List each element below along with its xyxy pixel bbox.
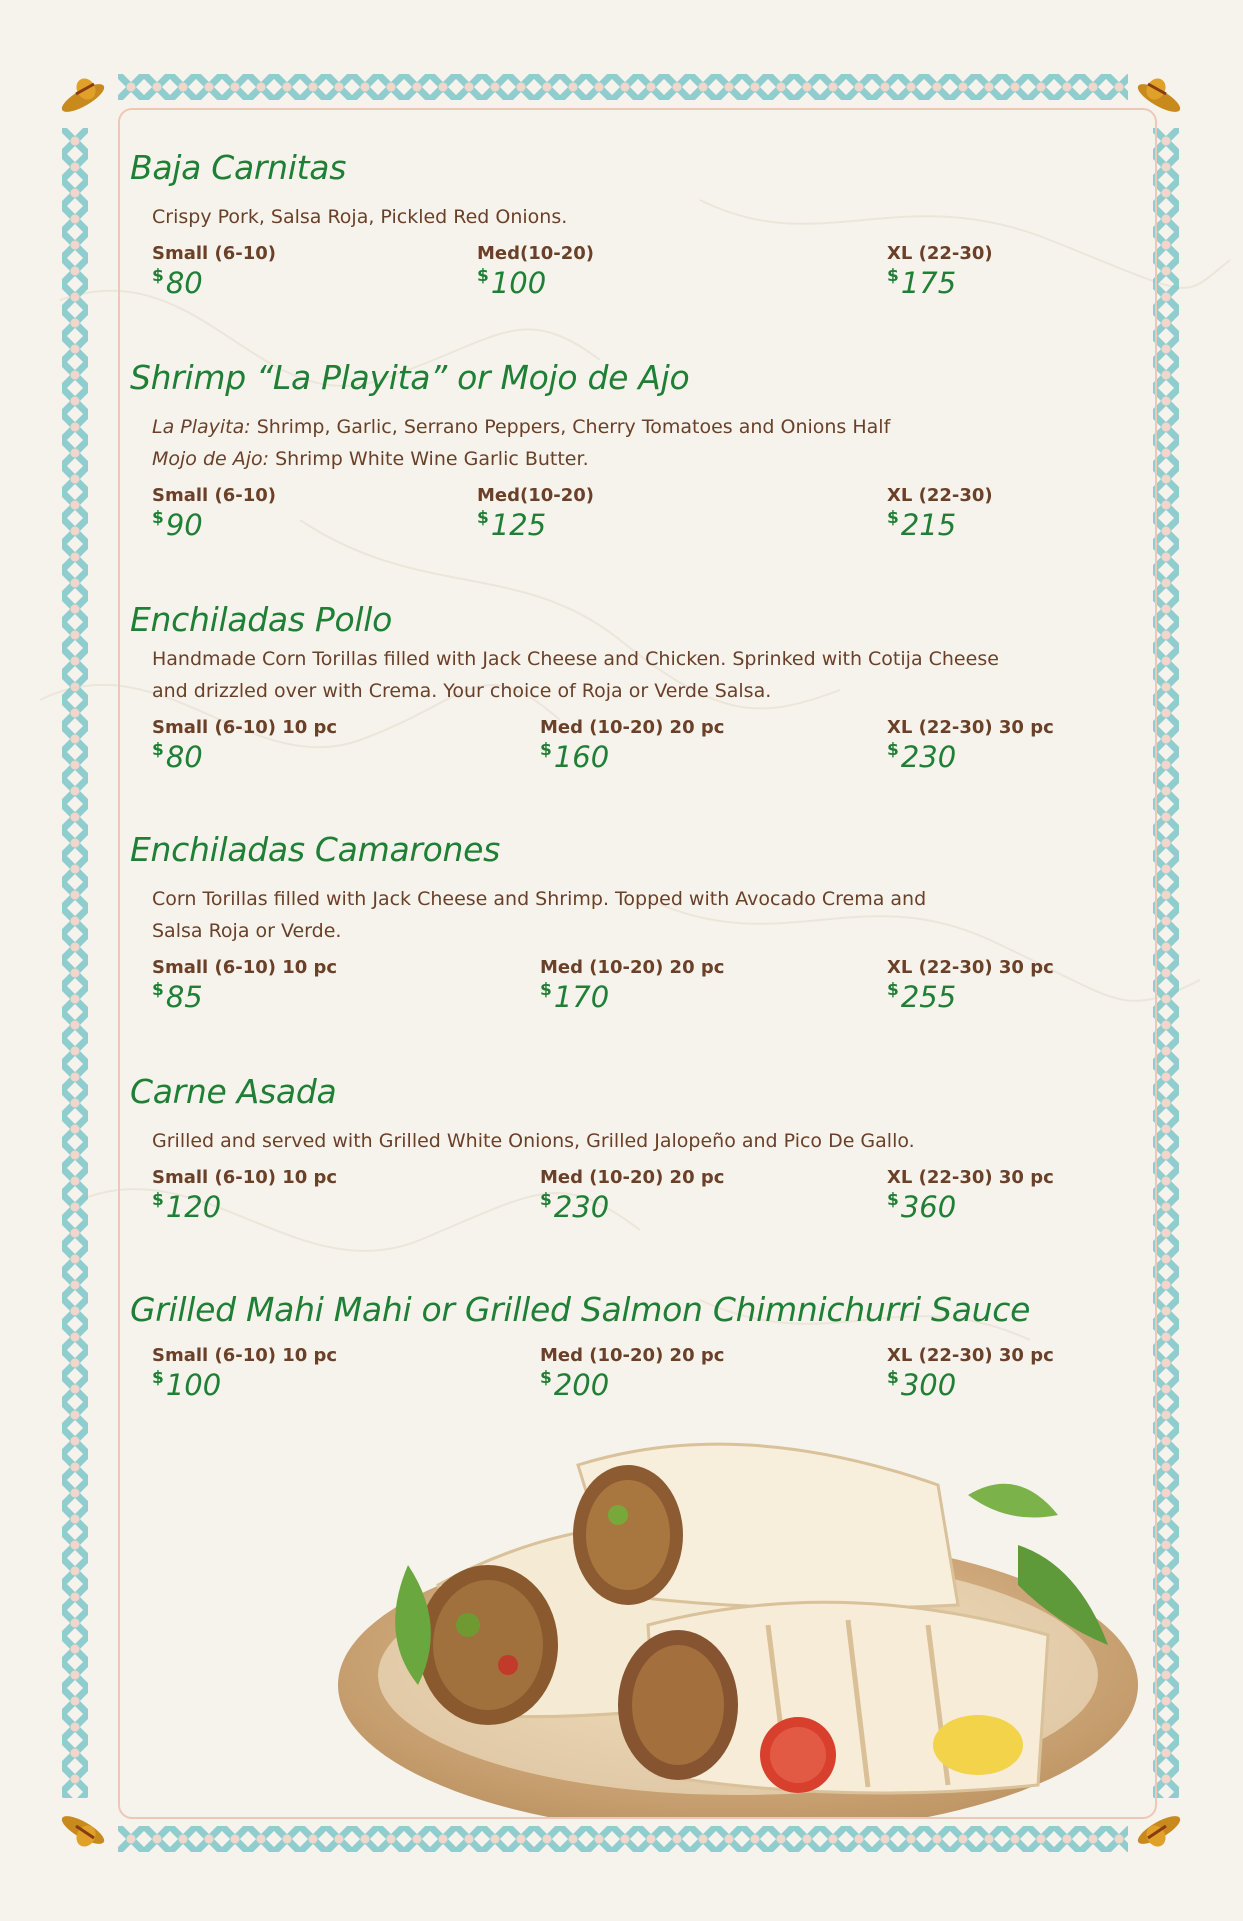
size-label: XL (22-30) 30 pc [887,957,1054,978]
price-value: $230 [540,1190,610,1224]
section-title: Shrimp “La Playita” or Mojo de Ajo [130,358,690,397]
price-tier-xl [887,485,993,542]
price-value: $170 [540,980,610,1014]
menu-section [130,1072,1130,1237]
size-label: Med (10-20) 20 pc [540,1167,725,1188]
section-description [152,883,1130,947]
price-value: $125 [477,508,547,542]
price-row [130,243,1130,313]
price-row [130,717,1130,787]
menu-section [130,148,1130,313]
description-line: La Playita: Shrimp, Garlic, Serrano Peppers, Cherry Tomatoes and Onions Half [152,416,891,438]
section-description [152,411,1130,475]
size-label: Med (10-20) 20 pc [540,1345,725,1366]
section-description [152,1125,1130,1157]
price-value: $85 [152,980,203,1014]
price-tier-med [477,485,594,542]
burrito-plate-image [318,1425,1144,1817]
price-value: $80 [152,740,203,774]
description-line: Crispy Pork, Salsa Roja, Pickled Red Onions. [152,206,568,228]
price-tier-small [152,717,337,774]
border-right [1153,128,1179,1798]
size-label: Small (6-10) [152,485,276,506]
price-value: $300 [887,1368,957,1402]
price-value: $80 [152,266,203,300]
price-value: $100 [152,1368,222,1402]
description-line: Grilled and served with Grilled White Onions, Grilled Jalopeño and Pico De Gallo. [152,1130,915,1152]
price-row [130,1345,1130,1415]
menu-section [130,1290,1130,1415]
border-left [62,128,88,1798]
description-line: Salsa Roja or Verde. [152,920,342,942]
price-tier-xl [887,1345,1054,1402]
size-label: XL (22-30) [887,243,993,264]
size-label: Med(10-20) [477,243,595,264]
section-title: Enchiladas Pollo [130,600,393,639]
section-title: Grilled Mahi Mahi or Grilled Salmon Chimnichurri Sauce [130,1290,1031,1329]
sombrero-icon [1132,64,1186,118]
menu-section [130,358,1130,555]
border-bottom [118,1826,1128,1852]
price-tier-small [152,1345,337,1402]
price-row [130,485,1130,555]
size-label: Small (6-10) 10 pc [152,717,338,738]
price-value: $90 [152,508,203,542]
menu-section [130,600,1130,787]
size-label: XL (22-30) 30 pc [887,717,1054,738]
price-tier-med [540,717,724,774]
section-title: Carne Asada [130,1072,337,1111]
price-value: $175 [887,266,957,300]
size-label: Med (10-20) 20 pc [540,957,725,978]
price-tier-xl [887,717,1054,774]
section-title: Enchiladas Camarones [130,830,501,869]
description-line: Handmade Corn Torillas filled with Jack Cheese and Chicken. Sprinked with Cotija Cheese [152,648,999,670]
section-description [152,201,1130,233]
sombrero-icon [56,64,110,118]
price-value: $100 [477,266,547,300]
description-line: and drizzled over with Crema. Your choice of Roja or Verde Salsa. [152,680,772,702]
size-label: Med(10-20) [477,485,595,506]
menu-section [130,830,1130,1027]
price-value: $160 [540,740,610,774]
size-label: XL (22-30) 30 pc [887,1167,1054,1188]
price-tier-med [540,1345,724,1402]
size-label: Med (10-20) 20 pc [540,717,725,738]
price-value: $230 [887,740,957,774]
price-row [130,1167,1130,1237]
price-tier-xl [887,1167,1054,1224]
description-line: Mojo de Ajo: Shrimp White Wine Garlic Butter. [152,448,589,470]
price-tier-small [152,1167,337,1224]
price-value: $200 [540,1368,610,1402]
price-tier-small [152,957,337,1014]
price-tier-med [540,1167,724,1224]
size-label: Small (6-10) 10 pc [152,957,338,978]
sombrero-icon [56,1804,110,1858]
price-value: $360 [887,1190,957,1224]
size-label: Small (6-10) 10 pc [152,1167,338,1188]
section-description [152,643,1130,707]
size-label: Small (6-10) [152,243,276,264]
price-tier-small [152,243,276,300]
size-label: XL (22-30) 30 pc [887,1345,1054,1366]
description-line: Corn Torillas filled with Jack Cheese and Shrimp. Topped with Avocado Crema and [152,888,927,910]
price-tier-small [152,485,276,542]
price-tier-xl [887,243,993,300]
border-top [118,74,1128,100]
price-tier-med [477,243,594,300]
price-value: $215 [887,508,957,542]
price-value: $120 [152,1190,222,1224]
price-row [130,957,1130,1027]
price-tier-med [540,957,724,1014]
size-label: Small (6-10) 10 pc [152,1345,338,1366]
section-title: Baja Carnitas [130,148,347,187]
price-value: $255 [887,980,957,1014]
size-label: XL (22-30) [887,485,993,506]
price-tier-xl [887,957,1054,1014]
